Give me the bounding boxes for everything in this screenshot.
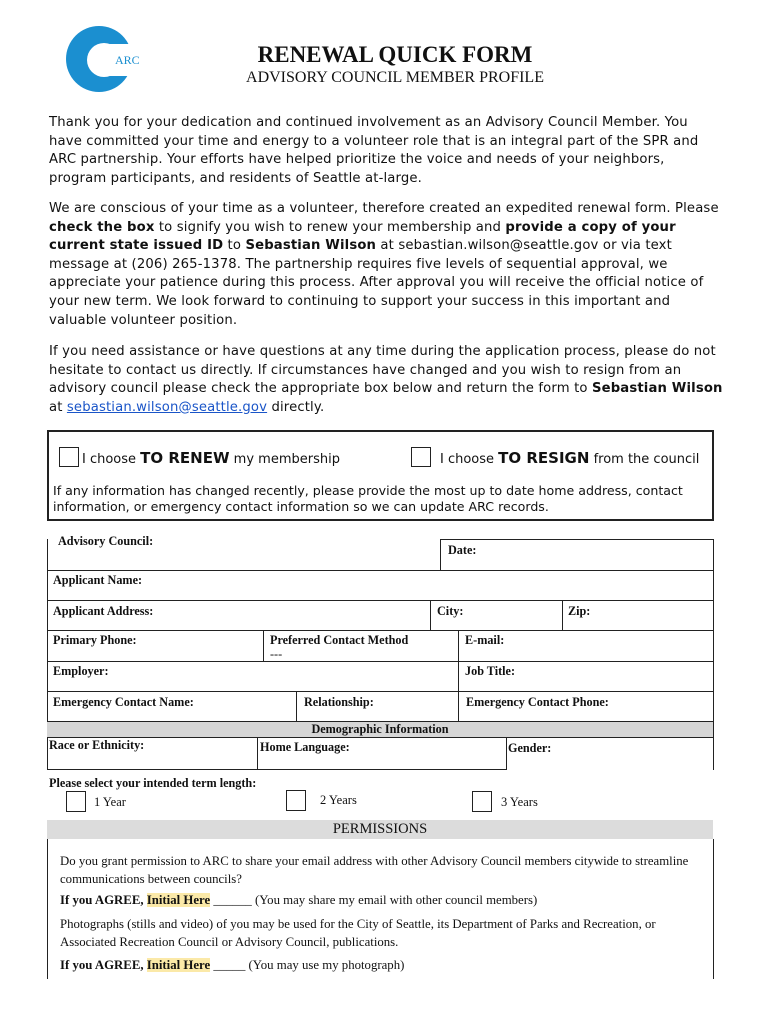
field-home-language[interactable]: Home Language: [260, 740, 350, 754]
grid-line [440, 539, 713, 540]
grid-line [562, 600, 563, 630]
intro-paragraph-thanks: Thank you for your dedication and continued involvement as an Advisory Council Member. You have committed your time and energy to a volunteer role that is an integral part of the SPR and ARC partnership. Your efforts have helped prioritize the voice and needs of your neighbors, program participants, and residents of Seattle at-large. [49, 115, 699, 186]
field-job-title[interactable]: Job Title: [465, 664, 515, 678]
grid-line [47, 600, 714, 601]
permission-photo-question: Photographs (stills and video) of you may be used for the City of Seattle, its Department of Parks and Recreation, or Associated Recreation Council or Advisory Council, publications. [60, 917, 656, 949]
term-length-prompt: Please select your intended term length: [49, 776, 257, 790]
contact-email-link[interactable]: sebastian.wilson@seattle.gov [66, 399, 268, 415]
renew-label: I choose TO RENEW my membership [82, 449, 340, 467]
grid-line [47, 839, 48, 979]
field-preferred-contact[interactable]: Preferred Contact Method [270, 633, 409, 647]
term-1-year-label: 1 Year [94, 795, 126, 809]
form-title: RENEWAL QUICK FORM [257, 42, 533, 67]
grid-line [713, 539, 714, 770]
field-applicant-address[interactable]: Applicant Address: [53, 604, 154, 618]
field-emergency-contact-name[interactable]: Emergency Contact Name: [53, 695, 194, 709]
term-2-years-label: 2 Years [320, 793, 357, 807]
info-change-note: If any information has changed recently, please provide the most up to date home address, contact information, or emergency contact information so we can update ARC records. [53, 483, 683, 514]
grid-line [47, 630, 714, 631]
resign-checkbox[interactable] [411, 447, 431, 467]
field-race-ethnicity[interactable]: Race or Ethnicity: [49, 738, 145, 752]
field-emergency-contact-phone[interactable]: Emergency Contact Phone: [466, 695, 609, 709]
permission-email-question: Do you grant permission to ARC to share your email address with other Advisory Council members citywide to streamline communications between councils? [60, 854, 689, 886]
grid-line [47, 570, 714, 571]
renewal-choice-box [47, 430, 714, 521]
grid-line [47, 737, 714, 738]
term-3-years-checkbox[interactable] [472, 791, 492, 812]
term-1-year-checkbox[interactable] [66, 791, 86, 812]
email-initial-field[interactable]: Initial Here [146, 893, 211, 907]
grid-line [47, 661, 714, 662]
arc-logo [62, 22, 140, 96]
permission-email-agree: If you AGREE, Initial Here ______ (You may share my email with other council members) [60, 893, 538, 907]
field-email[interactable]: E-mail: [465, 633, 505, 647]
term-2-years-checkbox[interactable] [286, 790, 306, 811]
field-advisory-council[interactable]: Advisory Council: [58, 534, 154, 548]
field-primary-phone[interactable]: Primary Phone: [53, 633, 137, 647]
grid-line [257, 737, 258, 769]
grid-line [440, 539, 441, 571]
grid-line [296, 691, 297, 721]
grid-line [47, 769, 506, 770]
photo-initial-field[interactable]: Initial Here [146, 958, 211, 972]
preferred-contact-value: --- [270, 647, 283, 661]
term-3-years-label: 3 Years [501, 795, 538, 809]
grid-line [263, 630, 264, 661]
grid-line [458, 630, 459, 721]
renew-checkbox[interactable] [59, 447, 79, 467]
field-city[interactable]: City: [437, 604, 464, 618]
permissions-title: PERMISSIONS [332, 821, 428, 837]
field-relationship[interactable]: Relationship: [304, 695, 374, 709]
grid-line [713, 839, 714, 979]
field-applicant-name[interactable]: Applicant Name: [53, 573, 143, 587]
svg-text:ARC: ARC [115, 53, 140, 67]
grid-line [430, 600, 431, 630]
field-gender[interactable]: Gender: [508, 741, 552, 755]
field-zip[interactable]: Zip: [568, 604, 591, 618]
form-subtitle: ADVISORY COUNCIL MEMBER PROFILE [246, 69, 544, 86]
permission-photo-agree: If you AGREE, Initial Here _____ (You may use my photograph) [60, 958, 405, 972]
intro-paragraph-assistance: If you need assistance or have questions at any time during the application process, please do not hesitate to contact us directly. If circumstances have changed and you wish to resign from an advisory council please check the appropriate box below and return the form to Sebastian Wilson at sebastian.wilson@seattle.gov directly. [49, 344, 723, 415]
grid-line [47, 691, 714, 692]
field-date[interactable]: Date: [448, 543, 477, 557]
demographic-header: Demographic Information [311, 722, 449, 736]
field-employer[interactable]: Employer: [53, 664, 109, 678]
intro-paragraph-instructions: We are conscious of your time as a volunteer, therefore created an expedited renewal form. Please check the box to signify you wish to renew your membership and provide a copy of your current state issued ID to Sebastian Wilson at sebastian.wilson@seattle.gov or via text message at (206) 265-1378. The partnership requires five levels of sequential approval, we appreciate your patience during this process. After approval you will receive the official notice of your new term. We look forward to continuing to support your success in this important and valuable volunteer position. [49, 201, 719, 328]
grid-line [506, 737, 507, 770]
resign-label: I choose TO RESIGN from the council [440, 449, 700, 467]
